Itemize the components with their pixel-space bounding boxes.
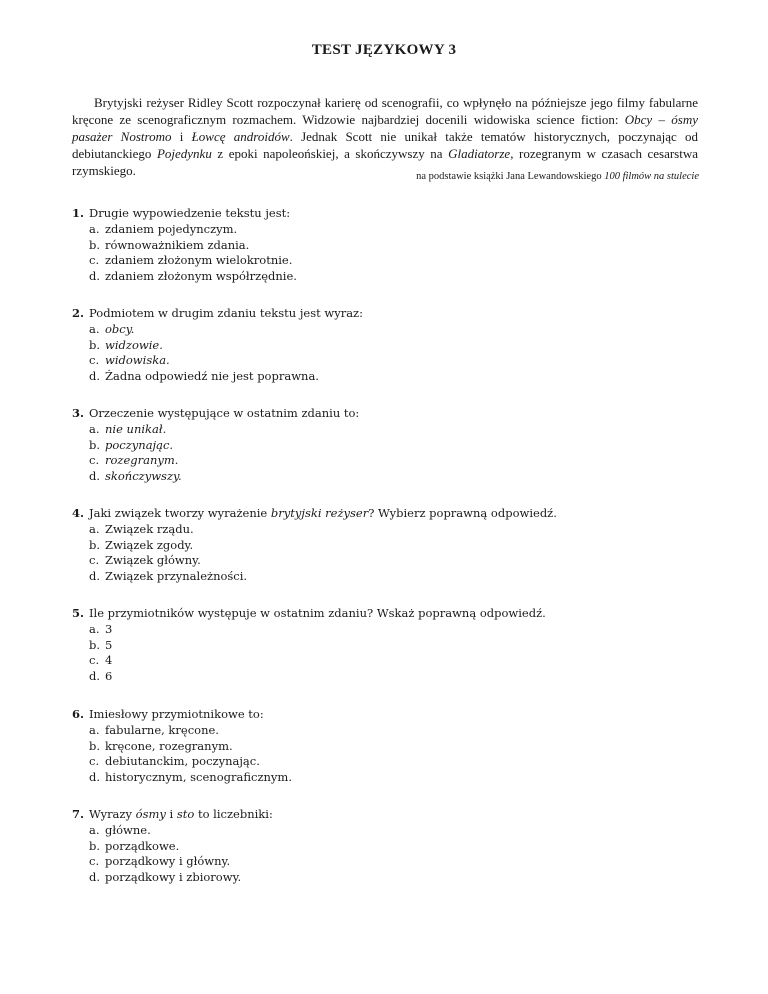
option-letter: c. <box>89 653 100 668</box>
option-letter: a. <box>89 521 100 536</box>
question-number: 4. <box>72 505 85 520</box>
option-letter: b. <box>89 738 101 753</box>
option-text: Związek główny. <box>105 553 201 568</box>
question-number: 5. <box>72 605 85 620</box>
option-letter: d. <box>89 569 101 584</box>
option-text: skończywszy. <box>105 469 182 484</box>
page-title: TEST JĘZYKOWY 3 <box>311 42 457 58</box>
option-letter: a. <box>89 722 100 737</box>
question-term: sto <box>176 806 195 821</box>
option-letter: b. <box>89 637 101 652</box>
option-letter: b. <box>89 838 101 853</box>
intro-paragraph <box>72 94 698 179</box>
answer-option <box>89 870 712 886</box>
intro-text: Brytyjski reżyser Ridley Scott rozpoczynał karierę od scenografii, co wpłynęło na późniejsze jego filmy fabularne kręcone ze scenograficznym rozmachem. Widzowie najbardziej docenili widowiska science fiction: <box>72 95 698 127</box>
option-letter: a. <box>89 421 100 436</box>
option-letter: b. <box>89 337 101 352</box>
question-stem: to liczebniki: <box>194 806 273 821</box>
option-letter: b. <box>89 537 101 552</box>
question-list <box>72 206 712 886</box>
option-letter: c. <box>89 553 100 568</box>
answer-options <box>72 322 712 385</box>
question-stem: Wyrazy <box>89 806 136 821</box>
option-text: porządkowy i główny. <box>105 854 231 869</box>
option-letter: d. <box>89 770 101 785</box>
option-letter: d. <box>89 469 101 484</box>
answer-option <box>89 653 712 669</box>
answer-option <box>89 453 712 469</box>
intro-text: , rozegranym w czasach cesarstwa rzymskiego. <box>72 146 699 178</box>
option-text: zdaniem złożonym wielokrotnie. <box>105 253 293 268</box>
option-letter: d. <box>89 870 101 885</box>
film-title-gladiator: Gladiatorze <box>448 146 511 161</box>
question-stem: Podmiotem w drugim zdaniu tekstu jest wyraz: <box>89 305 363 320</box>
option-letter: c. <box>89 253 100 268</box>
option-letter: c. <box>89 754 100 769</box>
option-text: porządkowy i zbiorowy. <box>105 870 242 885</box>
answer-options <box>72 422 712 485</box>
answer-option <box>89 522 712 538</box>
answer-option <box>89 353 712 369</box>
film-title-duellists: Pojedynku <box>156 146 212 161</box>
answer-option <box>89 338 712 354</box>
question-stem: Jaki związek tworzy wyrażenie <box>89 505 271 520</box>
answer-option <box>89 754 712 770</box>
answer-options <box>72 522 712 585</box>
intro-text: z epoki napoleońskiej, a skończywszy na <box>211 146 449 161</box>
answer-option <box>89 253 712 269</box>
question-number: 3. <box>72 405 85 420</box>
film-title-alien: Obcy – ósmy pasażer Nostromo <box>72 112 698 144</box>
question-term: brytyjski reżyser <box>270 505 369 520</box>
question-term: ósmy <box>135 806 166 821</box>
answer-option <box>89 322 712 338</box>
answer-option <box>89 638 712 654</box>
option-letter: c. <box>89 453 100 468</box>
answer-options <box>72 723 712 786</box>
option-text: widowiska. <box>105 353 170 368</box>
option-letter: a. <box>89 621 100 636</box>
option-letter: a. <box>89 221 100 236</box>
option-text: debiutanckim, poczynając. <box>105 754 260 769</box>
option-text: obcy. <box>105 321 135 336</box>
answer-option <box>89 269 712 285</box>
source-prefix: na podstawie książki Jana Lewandowskiego <box>416 171 605 182</box>
question-number: 6. <box>72 706 85 721</box>
question-5 <box>72 606 712 685</box>
question-number: 1. <box>72 206 85 220</box>
option-text: rozegranym. <box>105 453 179 468</box>
answer-option <box>89 538 712 554</box>
question-stem: ? Wybierz poprawną odpowiedź. <box>368 505 557 520</box>
option-text: historycznym, scenograficznym. <box>105 770 292 785</box>
option-text: 4 <box>105 653 113 668</box>
option-text: zdaniem złożonym współrzędnie. <box>105 269 297 284</box>
question-stem: i <box>165 806 177 821</box>
answer-option <box>89 770 712 786</box>
option-text: 3 <box>105 621 113 636</box>
question-stem: Orzeczenie występujące w ostatnim zdaniu to: <box>89 405 360 420</box>
answer-option <box>89 438 712 454</box>
option-text: zdaniem pojedynczym. <box>105 221 238 236</box>
answer-options <box>72 622 712 685</box>
film-title-blade-runner: Łowcę androidów <box>191 129 290 144</box>
question-number: 7. <box>72 806 85 821</box>
option-text: fabularne, kręcone. <box>105 722 219 737</box>
source-attribution <box>72 171 699 182</box>
answer-option <box>89 622 712 638</box>
answer-option <box>89 469 712 485</box>
question-stem: Ile przymiotników występuje w ostatnim zdaniu? Wskaż poprawną odpowiedź. <box>89 605 546 620</box>
option-letter: b. <box>89 237 101 252</box>
option-letter: b. <box>89 437 101 452</box>
option-text: kręcone, rozegranym. <box>105 738 233 753</box>
question-2 <box>72 306 712 385</box>
option-text: Związek rządu. <box>105 521 194 536</box>
source-book-title: 100 filmów na stulecie <box>604 171 699 182</box>
answer-options <box>72 823 712 886</box>
answer-option <box>89 369 712 385</box>
answer-option <box>89 553 712 569</box>
question-number: 2. <box>72 305 85 320</box>
question-4 <box>72 506 712 585</box>
intro-text: i <box>171 129 192 144</box>
option-letter: d. <box>89 269 101 284</box>
answer-option <box>89 839 712 855</box>
option-letter: c. <box>89 854 100 869</box>
question-7 <box>72 807 712 886</box>
option-text: równoważnikiem zdania. <box>105 237 250 252</box>
option-letter: d. <box>89 669 101 684</box>
answer-option <box>89 222 712 238</box>
option-letter: a. <box>89 822 100 837</box>
option-text: Związek przynależności. <box>105 569 248 584</box>
answer-option <box>89 238 712 254</box>
option-text: główne. <box>105 822 151 837</box>
option-letter: a. <box>89 321 100 336</box>
question-3 <box>72 406 712 485</box>
question-stem: Imiesłowy przymiotnikowe to: <box>89 706 264 721</box>
option-text: 6 <box>105 669 113 684</box>
option-text: Żadna odpowiedź nie jest poprawna. <box>105 369 319 384</box>
answer-option <box>89 422 712 438</box>
option-text: 5 <box>105 637 113 652</box>
question-6 <box>72 707 712 786</box>
option-letter: d. <box>89 369 101 384</box>
answer-option <box>89 739 712 755</box>
answer-option <box>89 823 712 839</box>
answer-option <box>89 669 712 685</box>
question-1 <box>72 206 712 285</box>
answer-option <box>89 854 712 870</box>
option-text: Związek zgody. <box>105 537 194 552</box>
option-letter: c. <box>89 353 100 368</box>
option-text: widzowie. <box>105 337 163 352</box>
option-text: poczynając. <box>105 437 174 452</box>
answer-option <box>89 723 712 739</box>
intro-text: . Jednak Scott nie unikał także tematów historycznych, poczynając od debiutanckiego <box>72 129 698 161</box>
option-text: nie unikał. <box>105 421 167 436</box>
answer-options <box>72 222 712 285</box>
answer-option <box>89 569 712 585</box>
question-stem: Drugie wypowiedzenie tekstu jest: <box>89 206 291 220</box>
option-text: porządkowe. <box>105 838 180 853</box>
